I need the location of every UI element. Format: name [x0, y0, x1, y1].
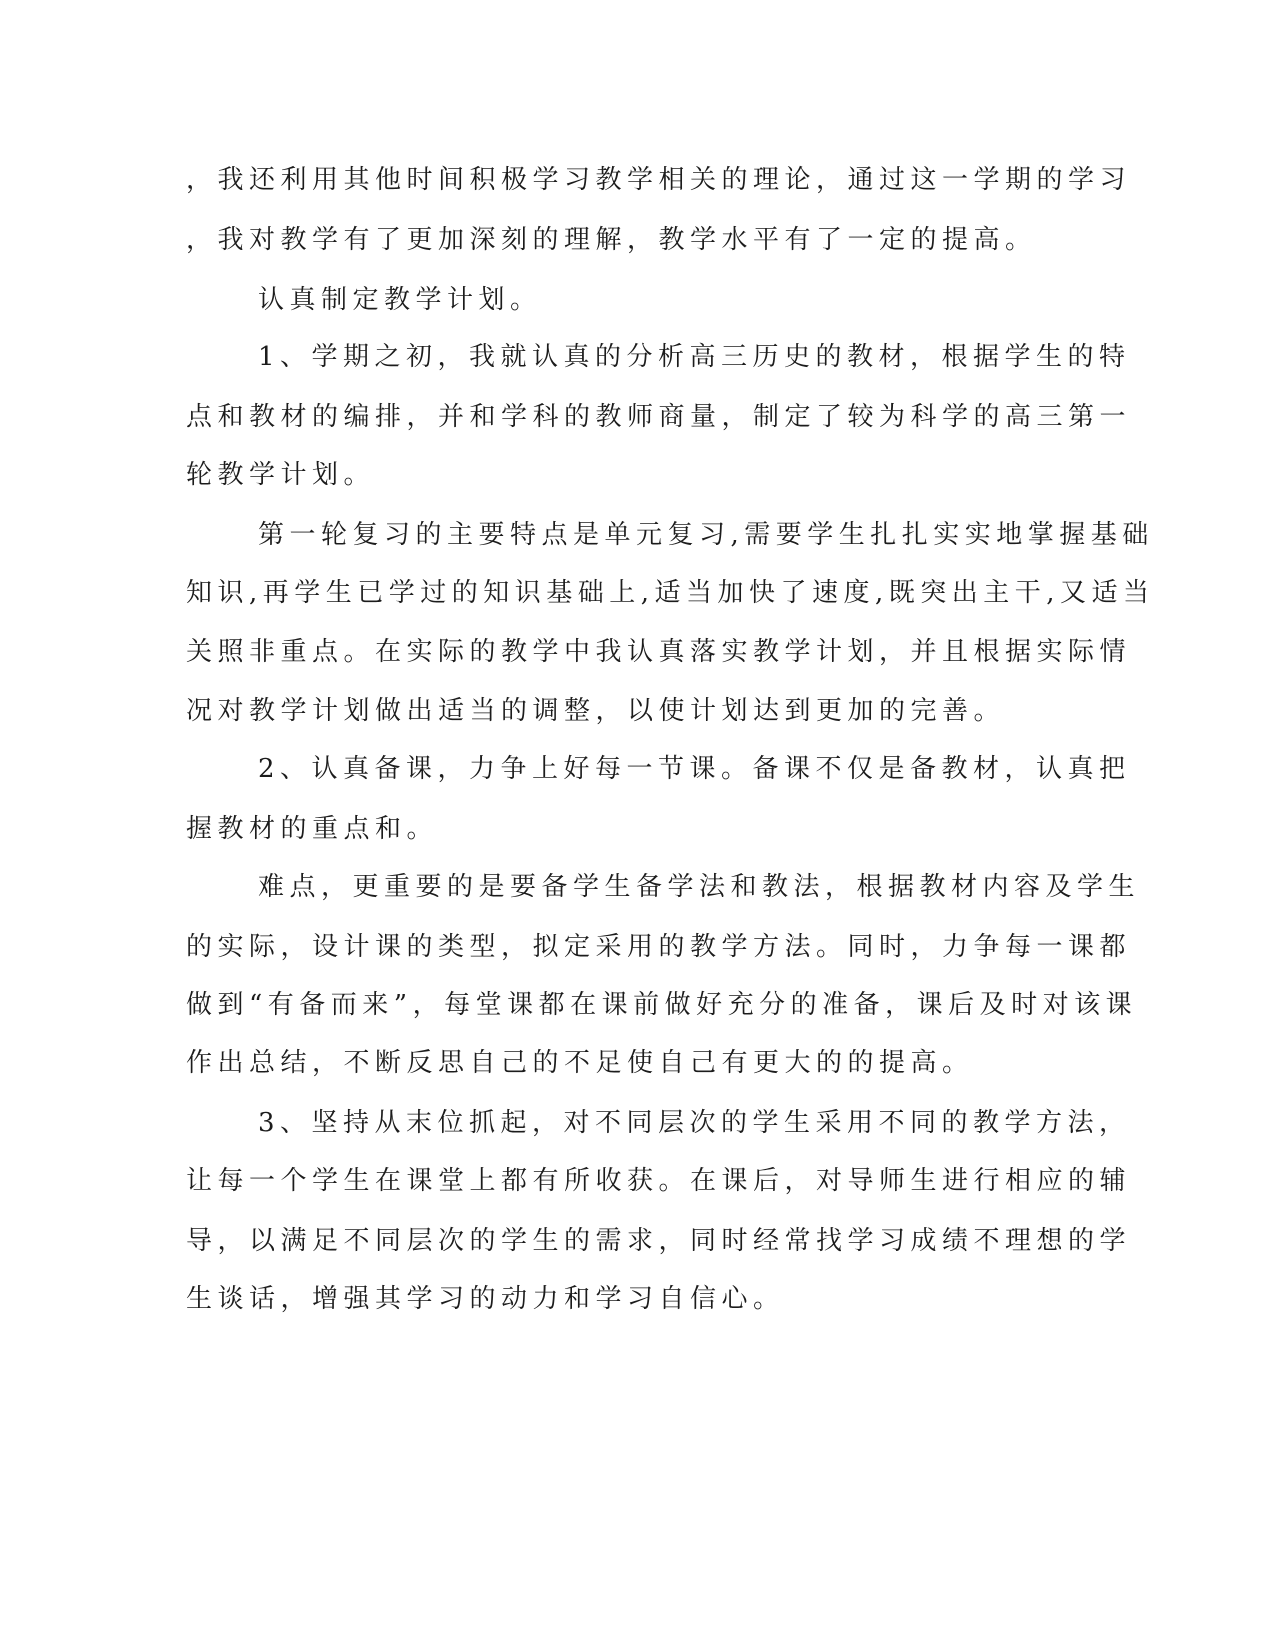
- text-line: 难点，更重要的是要备学生备学法和教法，根据教材内容及学生: [258, 872, 1141, 902]
- text-line: 况对教学计划做出适当的调整，以使计划达到更加的完善。: [186, 696, 1006, 726]
- text-line: 的实际，设计课的类型，拟定采用的教学方法。同时，力争每一课都: [186, 932, 1132, 962]
- text-line: 1、学期之初，我就认真的分析高三历史的教材，根据学生的特: [258, 342, 1131, 372]
- text-line: 知识,再学生已学过的知识基础上,适当加快了速度,既突出主干,又适当: [186, 578, 1155, 608]
- text-line: 关照非重点。在实际的教学中我认真落实教学计划，并且根据实际情: [186, 637, 1132, 667]
- text-line: 作出总结，不断反思自己的不足使自己有更大的的提高。: [186, 1048, 974, 1078]
- text-line: 做到“有备而来”，每堂课都在课前做好充分的准备，课后及时对该课: [186, 990, 1138, 1020]
- text-line: 生谈话，增强其学习的动力和学习自信心。: [186, 1284, 785, 1314]
- text-line: 握教材的重点和。: [186, 814, 439, 844]
- text-line: 点和教材的编排，并和学科的教师商量，制定了较为科学的高三第一: [186, 402, 1132, 432]
- text-line: 让每一个学生在课堂上都有所收获。在课后，对导师生进行相应的辅: [186, 1166, 1132, 1196]
- text-line: 导，以满足不同层次的学生的需求，同时经常找学习成绩不理想的学: [186, 1226, 1132, 1256]
- text-line: ，我还利用其他时间积极学习教学相关的理论，通过这一学期的学习: [186, 165, 1132, 195]
- text-line: 轮教学计划。: [186, 460, 376, 490]
- paragraph-heading: 认真制定教学计划。: [258, 285, 542, 315]
- text-line: 3、坚持从末位抓起，对不同层次的学生采用不同的教学方法，: [258, 1108, 1131, 1138]
- text-line: 2、认真备课，力争上好每一节课。备课不仅是备教材，认真把: [258, 754, 1131, 784]
- text-line: 第一轮复习的主要特点是单元复习,需要学生扎扎实实地掌握基础: [258, 520, 1154, 550]
- text-line: ，我对教学有了更加深刻的理解，教学水平有了一定的提高。: [186, 225, 1037, 255]
